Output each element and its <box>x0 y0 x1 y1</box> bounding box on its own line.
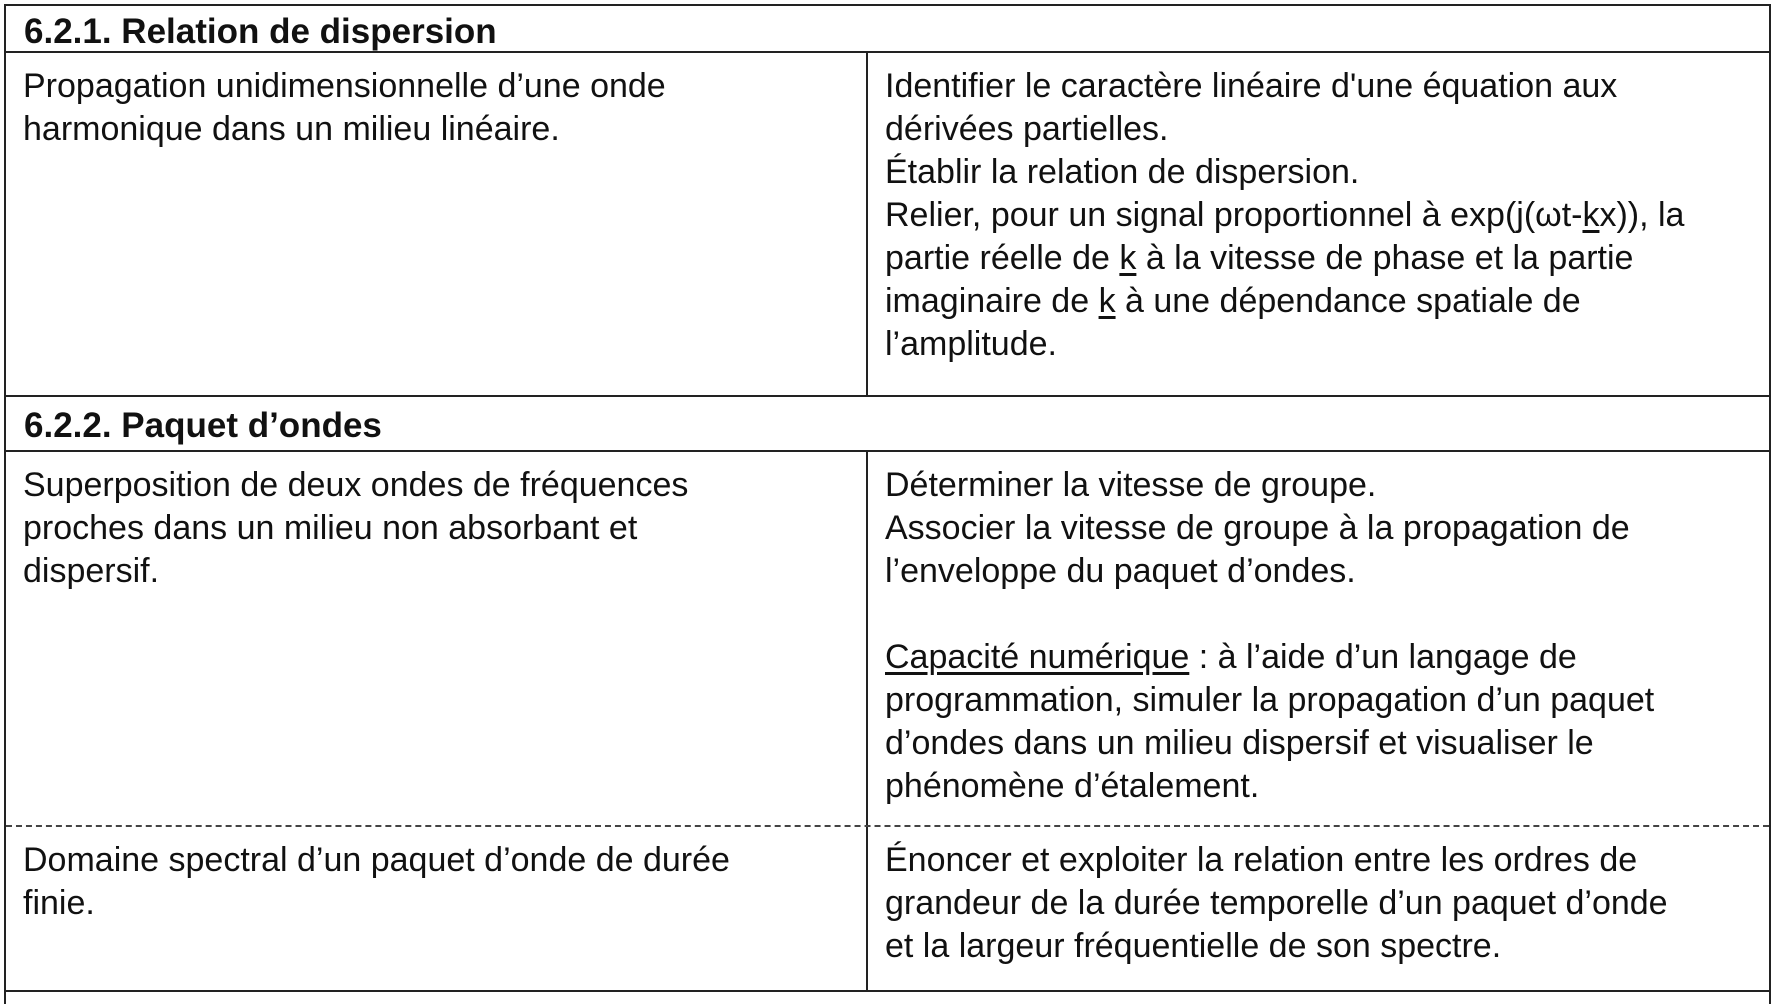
notion-line: proches dans un milieu non absorbant et <box>23 509 638 547</box>
capacity-line: l’enveloppe du paquet d’ondes. <box>885 552 1356 590</box>
capacity-line: d’ondes dans un milieu dispersif et visualiser le <box>885 724 1594 762</box>
capacity-cell <box>868 53 1769 395</box>
capacity-line-signal <box>885 194 1761 237</box>
notion-line: Domaine spectral d’un paquet d’onde de durée <box>23 841 730 879</box>
capacity-line: dérivées partielles. <box>885 110 1169 148</box>
capacity-line: Établir la relation de dispersion. <box>885 153 1360 191</box>
text-fragment: : à l’aide d’un langage de <box>1189 638 1577 676</box>
notion-line: dispersif. <box>23 552 160 590</box>
table-row-superposition <box>6 452 1769 827</box>
capacity-line: l’amplitude. <box>885 325 1057 363</box>
capacity-line-real-part <box>885 237 1761 280</box>
notion-cell <box>6 827 868 990</box>
capacity-line-imaginary-part <box>885 280 1761 323</box>
capacity-line: Identifier le caractère linéaire d'une équation aux <box>885 67 1618 105</box>
spacer <box>885 593 1761 636</box>
wave-vector-k: k <box>1119 239 1137 277</box>
text-fragment: x)), la <box>1599 196 1685 234</box>
wave-vector-k: k <box>1582 196 1600 234</box>
text-fragment: à une dépendance spatiale de <box>1115 282 1581 320</box>
table-row-dispersion <box>6 53 1769 397</box>
capacity-line: phénomène d’étalement. <box>885 767 1260 805</box>
capacity-cell <box>868 827 1769 990</box>
capacity-line: Associer la vitesse de groupe à la propagation de <box>885 509 1630 547</box>
capacity-line: et la largeur fréquentielle de son spectre. <box>885 927 1502 965</box>
notion-cell <box>6 452 868 825</box>
curriculum-table <box>4 4 1771 1004</box>
text-fragment: à la vitesse de phase et la partie <box>1136 239 1634 277</box>
wave-vector-k: k <box>1098 282 1116 320</box>
capacity-line: programmation, simuler la propagation d’un paquet <box>885 681 1655 719</box>
capacity-line: Déterminer la vitesse de groupe. <box>885 466 1377 504</box>
section-title-text: 6.2.2. Paquet d’ondes <box>24 406 382 445</box>
text-fragment: imaginaire de <box>885 282 1099 320</box>
section-title-relation-dispersion <box>6 6 1769 53</box>
section-title-paquet-ondes <box>6 399 1769 452</box>
notion-line: harmonique dans un milieu linéaire. <box>23 110 560 148</box>
capacity-line: grandeur de la durée temporelle d’un paquet d’onde <box>885 884 1668 922</box>
notion-line: finie. <box>23 884 95 922</box>
section-title-text: 6.2.1. Relation de dispersion <box>24 12 497 51</box>
table-row-spectral-domain <box>6 827 1769 992</box>
numeric-capacity-label: Capacité numérique <box>885 638 1190 676</box>
notion-line: Propagation unidimensionnelle d’une onde <box>23 67 666 105</box>
numeric-capacity-line <box>885 636 1761 679</box>
capacity-cell <box>868 452 1769 825</box>
notion-cell <box>6 53 868 395</box>
text-fragment: Relier, pour un signal proportionnel à exp(j(ωt- <box>885 196 1583 234</box>
capacity-line: Énoncer et exploiter la relation entre les ordres de <box>885 841 1638 879</box>
notion-line: Superposition de deux ondes de fréquences <box>23 466 689 504</box>
text-fragment: partie réelle de <box>885 239 1120 277</box>
